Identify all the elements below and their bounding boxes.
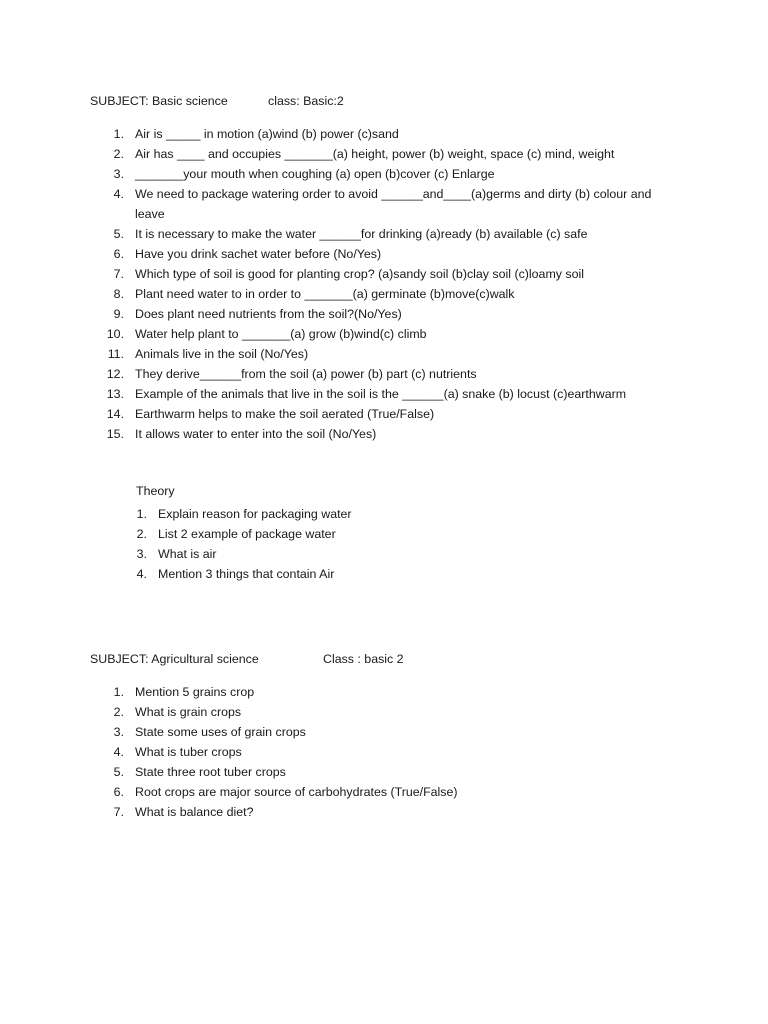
question-item	[90, 364, 675, 384]
question-item	[90, 722, 675, 742]
question-number: 4.	[113, 187, 124, 201]
question-text: Mention 3 things that contain Air	[158, 567, 335, 581]
question-text: It allows water to enter into the soil (No/Yes)	[135, 427, 377, 441]
question-number: 3.	[136, 547, 147, 561]
basic-science-heading	[90, 94, 344, 108]
question-text: Plant need water to in order to _______(a) germinate (b)move(c)walk	[135, 287, 515, 301]
question-text: It is necessary to make the water ______for drinking (a)ready (b) available (c) safe	[135, 227, 588, 241]
subject-label: SUBJECT: Agricultural science	[90, 652, 259, 666]
question-number: 13.	[106, 387, 124, 401]
question-text: Animals live in the soil (No/Yes)	[135, 347, 309, 361]
question-item	[90, 284, 675, 304]
question-item	[90, 244, 675, 264]
question-item	[90, 144, 675, 164]
theory-item	[113, 524, 653, 544]
question-item	[90, 344, 675, 364]
question-number: 15.	[106, 427, 124, 441]
class-label: class: Basic:2	[268, 94, 344, 108]
theory-item	[113, 504, 653, 524]
question-number: 3.	[113, 725, 124, 739]
question-text: What is tuber crops	[135, 745, 242, 759]
question-text: Root crops are major source of carbohydrates (True/False)	[135, 785, 458, 799]
question-text: Air is _____ in motion (a)wind (b) power (c)sand	[135, 127, 399, 141]
question-text: Explain reason for packaging water	[158, 507, 352, 521]
question-text: Which type of soil is good for planting crop? (a)sandy soil (b)clay soil (c)loamy soil	[135, 267, 584, 281]
question-item	[90, 124, 675, 144]
question-text: Example of the animals that live in the soil is the ______(a) snake (b) locust (c)earthwarm	[135, 387, 627, 401]
question-number: 11.	[107, 347, 124, 361]
question-item	[90, 682, 675, 702]
basic-science-questions	[90, 124, 675, 444]
class-label: Class : basic 2	[323, 652, 404, 666]
question-text: Air has ____ and occupies _______(a) height, power (b) weight, space (c) mind, weight	[135, 147, 615, 161]
question-item	[90, 802, 675, 822]
question-item	[90, 264, 675, 284]
question-text: Earthwarm helps to make the soil aerated (True/False)	[135, 407, 435, 421]
question-item	[90, 742, 675, 762]
question-number: 8.	[113, 287, 124, 301]
question-number: 3.	[113, 167, 124, 181]
question-number: 6.	[113, 247, 124, 261]
question-item	[90, 762, 675, 782]
question-text: State some uses of grain crops	[135, 725, 306, 739]
question-item	[90, 782, 675, 802]
question-text: Have you drink sachet water before (No/Yes)	[135, 247, 382, 261]
question-item	[90, 424, 675, 444]
question-number: 4.	[136, 567, 147, 581]
question-item	[90, 384, 675, 404]
question-number: 1.	[113, 127, 124, 141]
question-number: 1.	[113, 685, 124, 699]
question-number: 7.	[113, 267, 124, 281]
question-number: 10.	[106, 327, 124, 341]
question-number: 5.	[113, 227, 124, 241]
question-number: 1.	[136, 507, 147, 521]
question-text: Does plant need nutrients from the soil?(No/Yes)	[135, 307, 402, 321]
question-text: We need to package watering order to avoid ______and____(a)germs and dirty (b) colour and leave	[135, 187, 652, 221]
question-number: 2.	[113, 705, 124, 719]
theory-item	[113, 544, 653, 564]
question-item	[90, 304, 675, 324]
question-number: 4.	[113, 745, 124, 759]
question-text: _______your mouth when coughing (a) open (b)cover (c) Enlarge	[135, 167, 495, 181]
subject-label: SUBJECT: Basic science	[90, 94, 228, 108]
question-text: What is balance diet?	[135, 805, 254, 819]
question-item	[90, 324, 675, 344]
question-text: State three root tuber crops	[135, 765, 286, 779]
question-number: 6.	[113, 785, 124, 799]
question-text: Mention 5 grains crop	[135, 685, 255, 699]
question-item	[90, 702, 675, 722]
question-number: 2.	[113, 147, 124, 161]
question-number: 7.	[113, 805, 124, 819]
question-number: 2.	[136, 527, 147, 541]
question-text: What is air	[158, 547, 217, 561]
question-text: What is grain crops	[135, 705, 242, 719]
question-item	[90, 224, 675, 244]
question-text: Water help plant to _______(a) grow (b)wind(c) climb	[135, 327, 427, 341]
question-number: 14.	[106, 407, 124, 421]
question-text: They derive______from the soil (a) power (b) part (c) nutrients	[135, 367, 477, 381]
question-item	[90, 184, 675, 224]
theory-item	[113, 564, 653, 584]
question-text: List 2 example of package water	[158, 527, 336, 541]
question-number: 12.	[106, 367, 124, 381]
question-number: 5.	[113, 765, 124, 779]
question-number: 9.	[113, 307, 124, 321]
question-item	[90, 404, 675, 424]
theory-heading: Theory	[136, 484, 175, 498]
agricultural-science-heading	[90, 652, 404, 666]
question-item	[90, 164, 675, 184]
agricultural-science-questions	[90, 682, 675, 822]
theory-questions	[113, 504, 653, 584]
